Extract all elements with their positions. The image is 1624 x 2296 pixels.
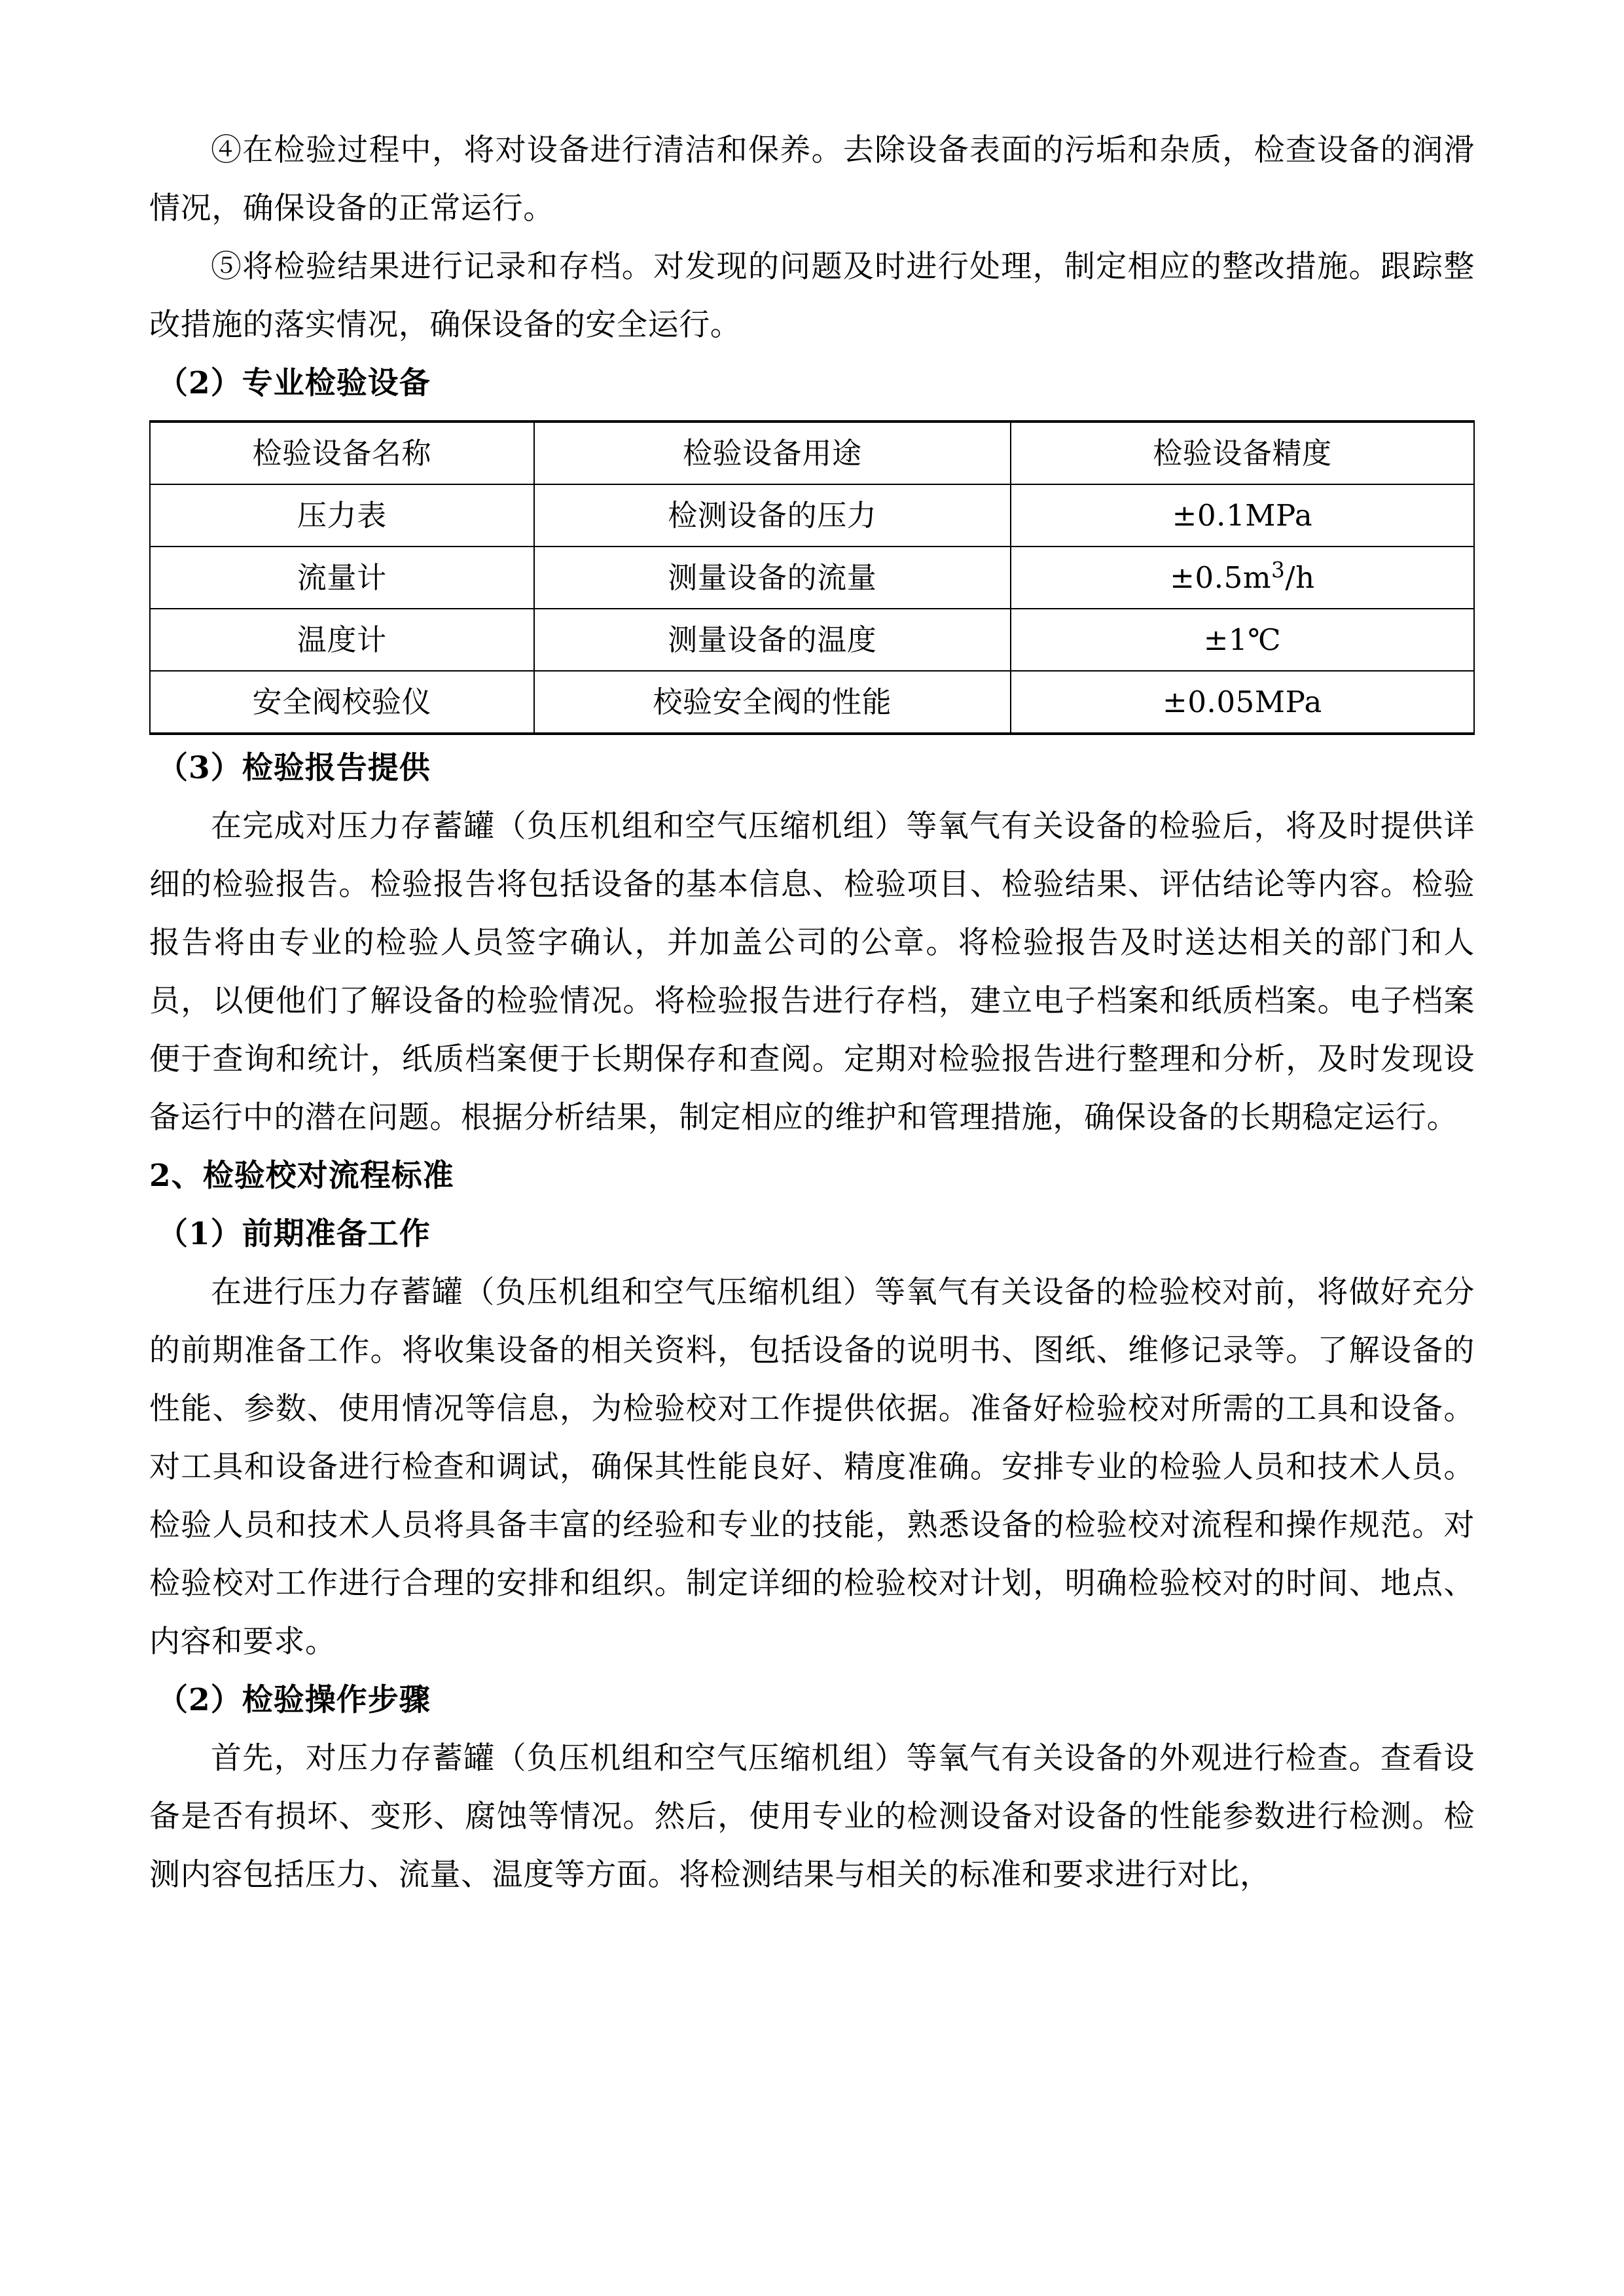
- equipment-accuracy: ±0.1MPa: [1011, 484, 1474, 547]
- heading-section-2: 2、检验校对流程标准: [149, 1158, 454, 1194]
- paragraph-inspection-report: 在完成对压力存蓄罐（负压机组和空气压缩机组）等氧气有关设备的检验后，将及时提供详细的检验报告。检验报告将包括设备的基本信息、检验项目、检验结果、评估结论等内容。检验报告将由专业的检验人员签字确认，并加盖公司的公章。将检验报告及时送达相关的部门和人员，以便他们了解设备的检验情况。将检验报告进行存档，建立电子档案和纸质档案。电子档案便于查询和统计，纸质档案便于长期保存和查阅。定期对检验报告进行整理和分析，及时发现设备运行中的潜在问题。根据分析结果，制定相应的维护和管理措施，确保设备的长期稳定运行。: [149, 808, 1475, 1136]
- equipment-accuracy: ±0.05MPa: [1011, 671, 1474, 734]
- table-row: [150, 671, 1474, 734]
- heading-inspection-report-provision: （3）检验报告提供: [157, 750, 431, 786]
- table-header-name: 检验设备名称: [150, 422, 534, 484]
- equipment-name: 流量计: [150, 547, 534, 609]
- paragraph-preparation-work: 在进行压力存蓄罐（负压机组和空气压缩机组）等氧气有关设备的检验校对前，将做好充分的前期准备工作。将收集设备的相关资料，包括设备的说明书、图纸、维修记录等。了解设备的性能、参数、使用情况等信息，为检验校对工作提供依据。准备好检验校对所需的工具和设备。对工具和设备进行检查和调试，确保其性能良好、精度准确。安排专业的检验人员和技术人员。检验人员和技术人员将具备丰富的经验和专业的技能，熟悉设备的检验校对流程和操作规范。对检验校对工作进行合理的安排和组织。制定详细的检验校对计划，明确检验校对的时间、地点、内容和要求。: [149, 1274, 1475, 1660]
- table-row: [150, 609, 1474, 671]
- accuracy-tail: /h: [1285, 560, 1315, 595]
- equipment-accuracy: [1011, 547, 1474, 609]
- equipment-use: 校验安全阀的性能: [534, 671, 1011, 734]
- document-body: [149, 121, 1475, 1904]
- table-header-row: [150, 422, 1474, 484]
- paragraph-inspection-steps: 首先，对压力存蓄罐（负压机组和空气压缩机组）等氧气有关设备的外观进行检查。查看设备是否有损坏、变形、腐蚀等情况。然后，使用专业的检测设备对设备的性能参数进行检测。检测内容包括压力、流量、温度等方面。将检测结果与相关的标准和要求进行对比，: [149, 1740, 1475, 1893]
- accuracy-superscript: 3: [1271, 557, 1286, 583]
- equipment-name: 安全阀校验仪: [150, 671, 534, 734]
- table-header-accuracy: 检验设备精度: [1011, 422, 1474, 484]
- equipment-name: 温度计: [150, 609, 534, 671]
- equipment-accuracy: ±1℃: [1011, 609, 1474, 671]
- equipment-name: 压力表: [150, 484, 534, 547]
- table-row: [150, 484, 1474, 547]
- accuracy-base: ±0.5m: [1170, 560, 1272, 595]
- heading-inspection-operation-steps: （2）检验操作步骤: [157, 1682, 431, 1718]
- paragraph-item-5: ⑤将检验结果进行记录和存档。对发现的问题及时进行处理，制定相应的整改措施。跟踪整改措施的落实情况，确保设备的安全运行。: [149, 249, 1475, 343]
- equipment-use: 测量设备的温度: [534, 609, 1011, 671]
- paragraph-item-4: ④在检验过程中，将对设备进行清洁和保养。去除设备表面的污垢和杂质，检查设备的润滑情况，确保设备的正常运行。: [149, 132, 1475, 226]
- table-row: [150, 547, 1474, 609]
- equipment-specification-table: [149, 420, 1475, 735]
- table-header-use: 检验设备用途: [534, 422, 1011, 484]
- heading-professional-inspection-equipment: （2）专业检验设备: [157, 365, 431, 401]
- equipment-use: 测量设备的流量: [534, 547, 1011, 609]
- equipment-use: 检测设备的压力: [534, 484, 1011, 547]
- heading-preparation-work: （1）前期准备工作: [157, 1216, 431, 1252]
